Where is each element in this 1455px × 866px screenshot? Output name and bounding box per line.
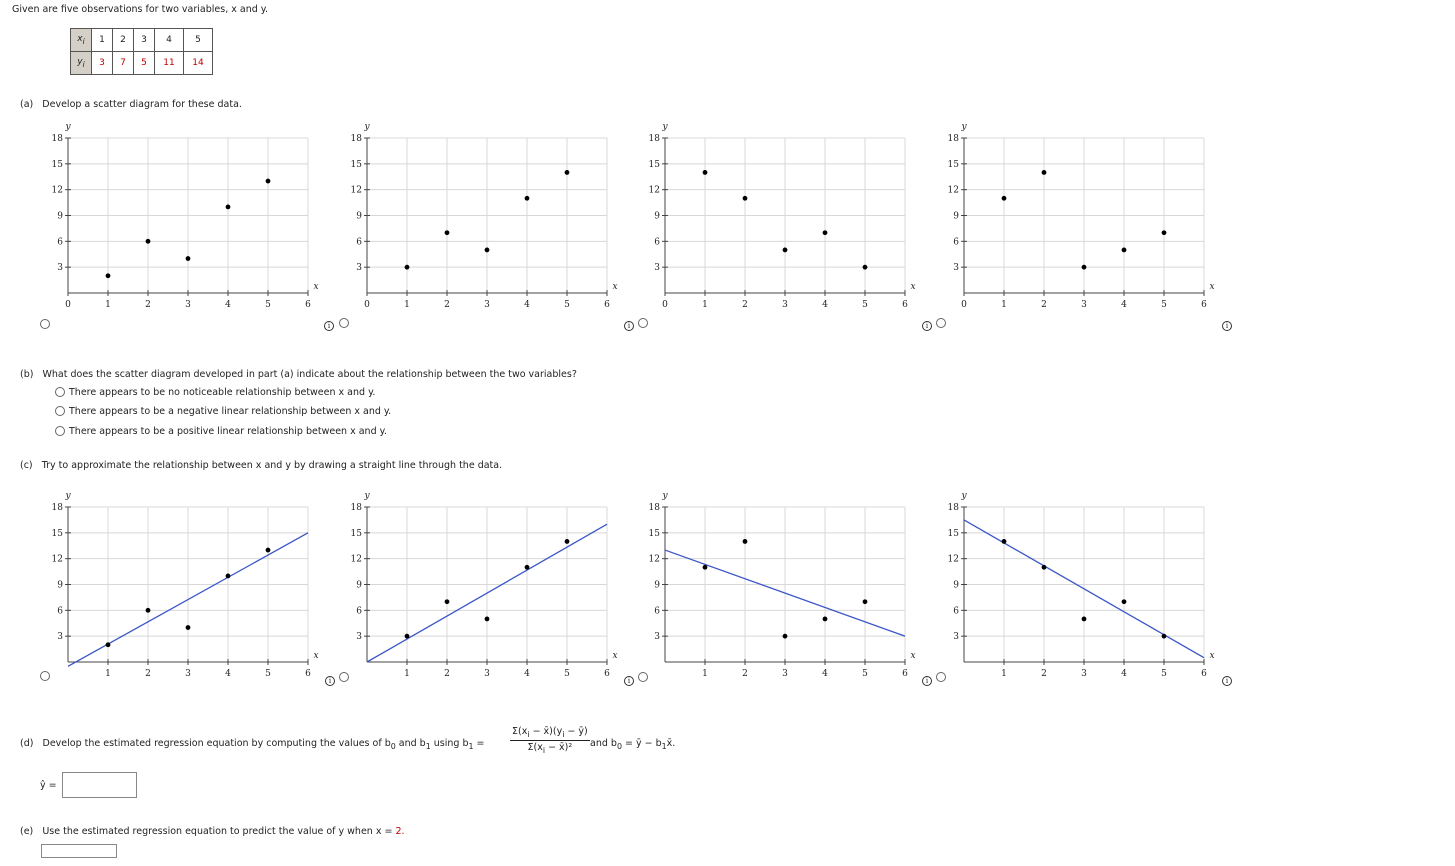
y-tick-label: 18 <box>947 134 959 144</box>
data-point <box>1042 565 1047 570</box>
option-b3[interactable]: There appears to be a positive linear relationship between x and y. <box>55 426 387 437</box>
x-tick-label: 4 <box>225 300 231 310</box>
x-axis-name: x <box>313 651 319 661</box>
y-tick-label: 6 <box>57 237 63 248</box>
x-axis-name: x <box>1209 282 1215 292</box>
x-tick-label: 3 <box>1081 669 1087 679</box>
y-tick-label: 9 <box>57 211 63 222</box>
y-axis-name: y <box>364 122 370 132</box>
y-tick-label: 12 <box>51 185 63 196</box>
y-tick-label: 6 <box>57 606 63 617</box>
x-tick-label: 4 <box>1121 669 1127 679</box>
data-point <box>525 196 530 201</box>
choice-a3-radio[interactable] <box>638 318 648 328</box>
x-axis-name: x <box>612 651 618 661</box>
x-tick-label: 5 <box>265 300 271 310</box>
info-icon[interactable]: i <box>922 321 932 331</box>
x-tick-label: 6 <box>604 300 610 310</box>
y-tick-label: 6 <box>356 237 362 248</box>
data-point <box>1002 539 1007 544</box>
choice-c1-radio[interactable] <box>40 671 50 681</box>
x-tick-label: 3 <box>185 669 191 679</box>
data-point <box>1042 170 1047 175</box>
info-icon[interactable]: i <box>624 321 634 331</box>
y-tick-label: 6 <box>953 237 959 248</box>
x-tick-label: 0 <box>961 300 967 310</box>
data-point <box>1002 196 1007 201</box>
x-tick-label: 2 <box>1041 300 1047 310</box>
x-axis-name: x <box>1209 651 1215 661</box>
y-axis-name: y <box>961 491 967 501</box>
y-tick-label: 18 <box>648 134 660 144</box>
y-cell: 11 <box>155 52 184 75</box>
data-point <box>863 599 868 604</box>
data-point <box>106 642 111 647</box>
x-tick-label: 3 <box>1081 300 1087 310</box>
y-tick-label: 3 <box>57 632 63 643</box>
x-tick-label: 1 <box>105 669 111 679</box>
data-point <box>445 230 450 235</box>
info-icon[interactable]: i <box>1222 676 1232 686</box>
y-tick-label: 12 <box>51 554 63 565</box>
data-point <box>1082 265 1087 270</box>
y-tick-label: 18 <box>648 503 660 513</box>
y-cell: 14 <box>184 52 213 75</box>
data-point <box>823 230 828 235</box>
x-tick-label: 3 <box>484 300 490 310</box>
y-tick-label: 18 <box>51 503 63 513</box>
y-cell: 5 <box>134 52 155 75</box>
prediction-input[interactable] <box>41 844 117 858</box>
y-tick-label: 3 <box>654 263 660 274</box>
data-point <box>405 634 410 639</box>
data-point <box>783 248 788 253</box>
y-tick-label: 18 <box>51 134 63 144</box>
data-point <box>743 539 748 544</box>
data-point <box>743 196 748 201</box>
x-tick-label: 0 <box>65 300 71 310</box>
x-tick-label: 2 <box>444 669 450 679</box>
info-icon[interactable]: i <box>1222 321 1232 331</box>
x-tick-label: 4 <box>524 300 530 310</box>
x-tick-label: 4 <box>822 300 828 310</box>
x-tick-label: 3 <box>484 669 490 679</box>
x-tick-label: 1 <box>404 300 410 310</box>
y-tick-label: 6 <box>356 606 362 617</box>
x-tick-label: 5 <box>1161 300 1167 310</box>
y-tick-label: 3 <box>356 263 362 274</box>
x-tick-label: 5 <box>265 669 271 679</box>
x-tick-label: 2 <box>742 669 748 679</box>
y-tick-label: 12 <box>947 554 959 565</box>
x-tick-label: 3 <box>782 300 788 310</box>
x-tick-label: 0 <box>364 300 370 310</box>
data-point <box>565 539 570 544</box>
data-point <box>783 634 788 639</box>
data-point <box>226 573 231 578</box>
option-b2[interactable]: There appears to be a negative linear relationship between x and y. <box>55 406 391 417</box>
data-point <box>106 273 111 278</box>
x-tick-label: 6 <box>1201 669 1207 679</box>
y-tick-label: 6 <box>953 606 959 617</box>
data-point <box>565 170 570 175</box>
x-tick-label: 2 <box>742 300 748 310</box>
part-d-prompt: (d) Develop the estimated regression equation by computing the values of $b_0$ and $b_1$ using $b_1$ = <box>20 738 485 751</box>
info-icon[interactable]: i <box>922 676 932 686</box>
x-tick-label: 5 <box>862 669 868 679</box>
x-tick-label: 2 <box>145 300 151 310</box>
x-tick-label: 1 <box>702 669 708 679</box>
option-b1[interactable]: There appears to be no noticeable relationship between x and y. <box>55 387 375 398</box>
y-tick-label: 15 <box>648 159 660 170</box>
x-tick-label: 0 <box>662 300 668 310</box>
data-point <box>266 548 271 553</box>
part-a-prompt: (a) Develop a scatter diagram for these data. <box>20 99 242 110</box>
x-tick-label: 6 <box>1201 300 1207 310</box>
data-point <box>485 617 490 622</box>
y-tick-label: 3 <box>356 632 362 643</box>
x-tick-label: 6 <box>902 669 908 679</box>
x-tick-label: 6 <box>604 669 610 679</box>
y-tick-label: 9 <box>356 580 362 591</box>
x-cell: 4 <box>155 29 184 52</box>
x-axis-name: x <box>313 282 319 292</box>
choice-c2-radio[interactable] <box>339 672 349 682</box>
y-axis-name: y <box>662 122 668 132</box>
yhat-label: ŷ = <box>40 780 57 791</box>
y-tick-label: 15 <box>51 159 63 170</box>
x-tick-label: 4 <box>225 669 231 679</box>
x-cell: 1 <box>92 29 113 52</box>
y-tick-label: 15 <box>350 159 362 170</box>
choice-a1-radio[interactable] <box>40 319 50 329</box>
x-tick-label: 6 <box>902 300 908 310</box>
option-b2-radio[interactable] <box>55 406 65 416</box>
y-tick-label: 12 <box>648 554 660 565</box>
y-tick-label: 15 <box>51 528 63 539</box>
y-header: $y_i$ <box>71 52 92 75</box>
y-tick-label: 12 <box>350 554 362 565</box>
data-point <box>525 565 530 570</box>
y-tick-label: 15 <box>947 528 959 539</box>
data-point <box>1122 599 1127 604</box>
y-cell: 7 <box>113 52 134 75</box>
data-point <box>266 179 271 184</box>
x-cell: 3 <box>134 29 155 52</box>
choice-c3-radio[interactable] <box>638 672 648 682</box>
data-point <box>1082 617 1087 622</box>
y-tick-label: 15 <box>350 528 362 539</box>
x-tick-label: 3 <box>185 300 191 310</box>
y-tick-label: 15 <box>648 528 660 539</box>
x-tick-label: 3 <box>782 669 788 679</box>
x-tick-label: 2 <box>444 300 450 310</box>
data-point <box>405 265 410 270</box>
x-tick-label: 2 <box>1041 669 1047 679</box>
data-point <box>226 204 231 209</box>
data-point <box>485 248 490 253</box>
y-tick-label: 3 <box>57 263 63 274</box>
b1-formula: $\frac{\Sigma(x_i - x̄)(y_i - ȳ)}{\Sigma(x_i - x̄)^2}$ <box>512 726 588 755</box>
y-tick-label: 9 <box>57 580 63 591</box>
data-point <box>863 265 868 270</box>
y-axis-name: y <box>364 491 370 501</box>
b0-formula: and $b_0$ = ȳ − $b_1x̄$. <box>590 738 676 751</box>
info-icon[interactable]: i <box>324 321 334 331</box>
y-tick-label: 18 <box>350 503 362 513</box>
x-tick-label: 6 <box>305 669 311 679</box>
data-point <box>445 599 450 604</box>
y-tick-label: 9 <box>654 211 660 222</box>
x-cell: 2 <box>113 29 134 52</box>
option-b3-radio[interactable] <box>55 426 65 436</box>
part-c-prompt: (c) Try to approximate the relationship between x and y by drawing a straight line through the data. <box>20 460 503 471</box>
y-tick-label: 6 <box>654 606 660 617</box>
x-tick-label: 2 <box>145 669 151 679</box>
y-tick-label: 12 <box>350 185 362 196</box>
y-tick-label: 9 <box>356 211 362 222</box>
x-tick-label: 4 <box>524 669 530 679</box>
data-point <box>186 256 191 261</box>
y-tick-label: 18 <box>350 134 362 144</box>
y-tick-label: 9 <box>654 580 660 591</box>
x-tick-label: 5 <box>1161 669 1167 679</box>
x-axis-name: x <box>612 282 618 292</box>
data-point <box>1162 634 1167 639</box>
part-e-prompt: (e) Use the estimated regression equation to predict the value of y when x = 2. <box>20 826 405 837</box>
data-point <box>823 617 828 622</box>
y-axis-name: y <box>961 122 967 132</box>
y-axis-name: y <box>65 491 71 501</box>
x-tick-label: 4 <box>1121 300 1127 310</box>
data-point <box>146 608 151 613</box>
choice-c4-radio[interactable] <box>936 672 946 682</box>
y-tick-label: 3 <box>953 632 959 643</box>
x-cell: 5 <box>184 29 213 52</box>
x-tick-label: 5 <box>564 669 570 679</box>
y-axis-name: y <box>65 122 71 132</box>
x-axis-name: x <box>910 651 916 661</box>
y-tick-label: 9 <box>953 580 959 591</box>
x-tick-label: 4 <box>822 669 828 679</box>
y-axis-name: y <box>662 491 668 501</box>
x-tick-label: 1 <box>105 300 111 310</box>
x-tick-label: 5 <box>564 300 570 310</box>
y-cell: 3 <box>92 52 113 75</box>
x-axis-name: x <box>910 282 916 292</box>
choice-a2-radio[interactable] <box>339 318 349 328</box>
x-tick-label: 1 <box>404 669 410 679</box>
data-point <box>1162 230 1167 235</box>
info-icon[interactable]: i <box>624 676 634 686</box>
y-tick-label: 6 <box>654 237 660 248</box>
y-tick-label: 12 <box>947 185 959 196</box>
choice-a4-radio[interactable] <box>936 318 946 328</box>
x-tick-label: 1 <box>702 300 708 310</box>
data-point <box>703 565 708 570</box>
y-tick-label: 3 <box>953 263 959 274</box>
y-tick-label: 3 <box>654 632 660 643</box>
x-tick-label: 1 <box>1001 669 1007 679</box>
data-point <box>703 170 708 175</box>
y-tick-label: 12 <box>648 185 660 196</box>
x-header: $x_i$ <box>71 29 92 52</box>
option-b1-radio[interactable] <box>55 387 65 397</box>
y-tick-label: 18 <box>947 503 959 513</box>
data-point <box>1122 248 1127 253</box>
intro-text: Given are five observations for two variables, x and y. <box>12 4 269 15</box>
part-b-prompt: (b) What does the scatter diagram developed in part (a) indicate about the relationship between the two variables? <box>20 369 577 380</box>
x-tick-label: 5 <box>862 300 868 310</box>
x-tick-label: 1 <box>1001 300 1007 310</box>
y-tick-label: 15 <box>947 159 959 170</box>
y-tick-label: 9 <box>953 211 959 222</box>
info-icon[interactable]: i <box>325 676 335 686</box>
regression-equation-input[interactable] <box>62 772 137 798</box>
data-point <box>146 239 151 244</box>
data-point <box>186 625 191 630</box>
x-tick-label: 6 <box>305 300 311 310</box>
